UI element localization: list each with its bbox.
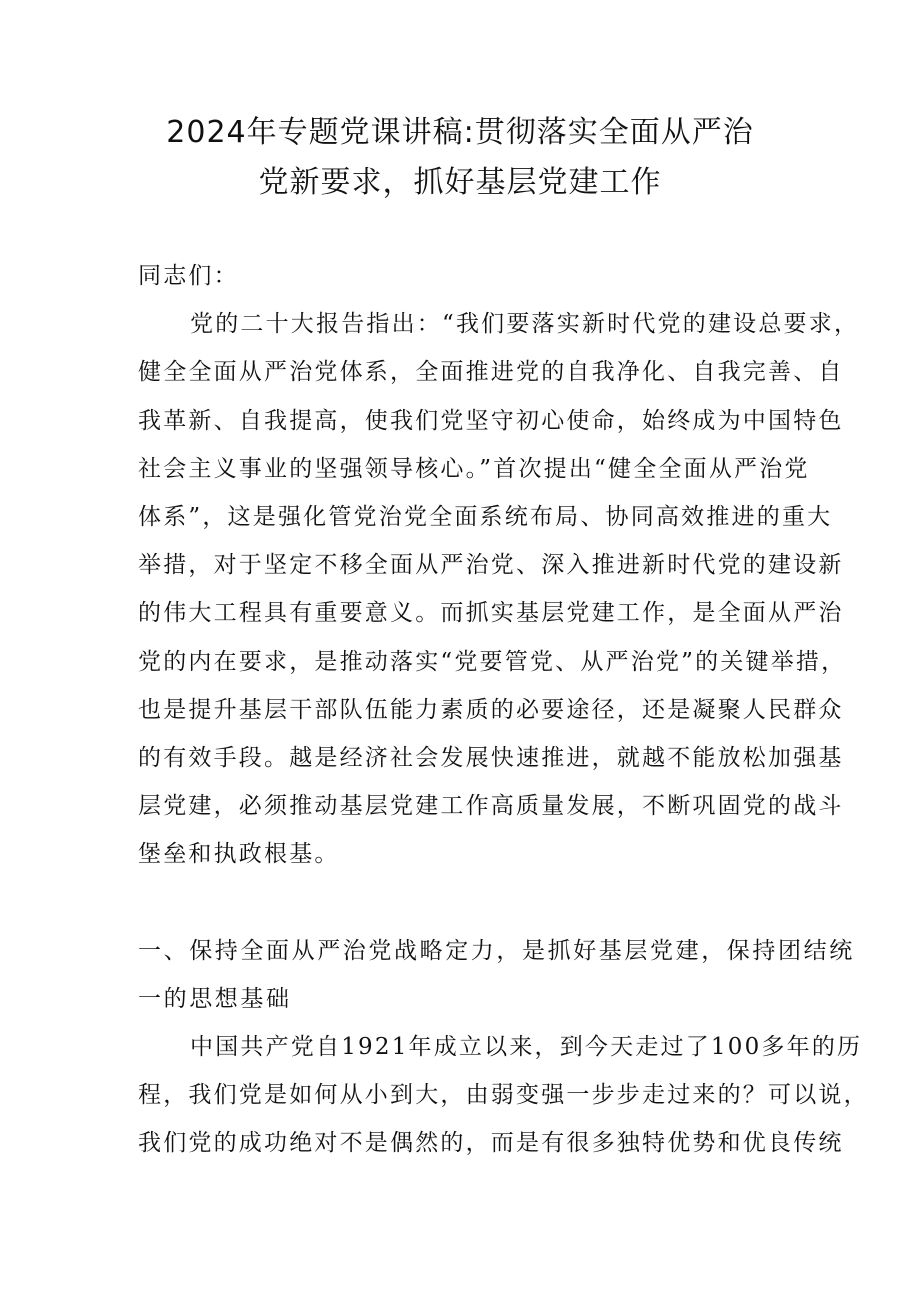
paragraph-1-line: 的伟大工程具有重要意义。而抓实基层党建工作，是全面从严治 [138,600,844,627]
title-line-2: 党新要求，抓好基层党建工作 [258,165,662,200]
document-body [138,252,869,1168]
paragraph-1 [138,300,860,878]
paragraph-2-line: 我们党的成功绝对不是偶然的，而是有很多独特优势和优良传统 [138,1130,844,1157]
document-title [0,108,920,208]
paragraph-spacer [138,878,788,926]
paragraph-1-line: 举措，对于坚定不移全面从严治党、深入推进新时代党的建设新 [138,552,844,579]
paragraph-1-line: 我革新、自我提高，使我们党坚守初心使命，始终成为中国特色 [138,407,844,434]
paragraph-1-line: 社会主义事业的坚强领导核心。”首次提出“健全全面从严治党 [138,455,810,482]
paragraph-1-line: 的有效手段。越是经济社会发展快速推进，就越不能放松加强基 [138,744,844,771]
paragraph-1-line: 堡垒和执政根基。 [138,841,340,868]
paragraph-1-line: 体系”，这是强化管党治党全面系统布局、协同高效推进的重大 [138,503,833,530]
paragraph-1-line: 党的二十大报告指出：“我们要落实新时代党的建设总要求， [190,311,860,338]
paragraph-2 [138,1023,869,1168]
section-1-heading [138,927,855,1023]
paragraph-1-line: 党的内在要求，是推动落实“党要管党、从严治党”的关键举措， [138,648,847,675]
section-1-heading-line: 一、保持全面从严治党战略定力，是抓好基层党建，保持团结统 [138,937,855,964]
paragraph-1-line: 也是提升基层干部队伍能力素质的必要途径，还是凝聚人民群众 [138,696,844,723]
paragraph-2-line: 中国共产党自1921年成立以来，到今天走过了100多年的历 [190,1034,863,1060]
paragraph-1-line: 健全全面从严治党体系，全面推进党的自我净化、自我完善、自 [138,359,844,386]
salutation: 同志们： [138,263,239,289]
paragraph-1-line: 层党建，必须推动基层党建工作高质量发展，不断巩固党的战斗 [138,793,844,820]
paragraph-2-line: 程，我们党是如何从小到大，由弱变强一步步走过来的？可以说， [138,1082,869,1109]
title-line-1: 2024年专题党课讲稿:贯彻落实全面从严治 [166,115,754,150]
section-1-heading-line: 一的思想基础 [138,985,292,1012]
